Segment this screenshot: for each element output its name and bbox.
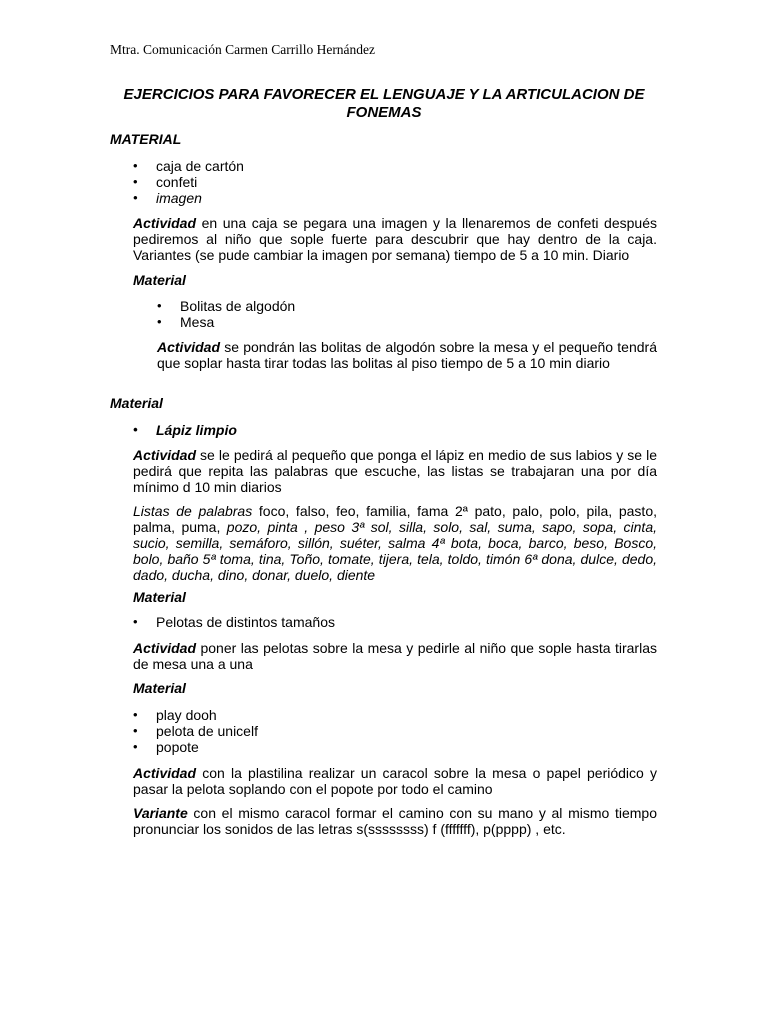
- variant-text: con el mismo caracol formar el camino con su mano y al mismo tiempo pronunciar los sonidos de las letras s(ssssssss) f (fffffff), p(pppp) , etc.: [133, 805, 657, 837]
- word-list-text: foco, falso, feo, familia, fama 2ª pato, palo, polo, pila, pasto, palma, puma,: [133, 503, 657, 535]
- section2-activity: [157, 339, 657, 371]
- activity-label: Actividad: [133, 765, 197, 781]
- activity-text: se le pedirá al pequeño que ponga el lápiz en medio de sus labios y se le pedirá que repita las palabras que escuche, las listas se trabajaran una por día mínimo d 10 min diarios: [133, 447, 657, 495]
- section3-heading: Material: [110, 395, 163, 411]
- list-item: • Bolitas de algodón: [157, 298, 295, 314]
- section3-activity: [133, 447, 657, 495]
- list-item: • imagen: [133, 190, 244, 206]
- section4-activity: [133, 640, 657, 672]
- section1-material-list: [133, 158, 244, 206]
- section5-material-list: [133, 707, 258, 755]
- list-item: • Mesa: [157, 314, 295, 330]
- activity-label: Actividad: [133, 447, 197, 463]
- activity-label: Actividad: [157, 339, 221, 355]
- variant-label: Variante: [133, 805, 188, 821]
- word-lists: [133, 503, 657, 583]
- activity-text: con la plastilina realizar un caracol sobre la mesa o papel periódico y pasar la pelota soplando con el popote por todo el camino: [133, 765, 657, 797]
- section2-heading: Material: [133, 272, 186, 288]
- list-item: • Lápiz limpio: [133, 422, 237, 438]
- word-lists-label: Listas de palabras: [133, 503, 253, 519]
- section5-heading: Material: [133, 680, 186, 696]
- activity-label: Actividad: [133, 215, 197, 231]
- list-item: • popote: [133, 739, 258, 755]
- activity-text: poner las pelotas sobre la mesa y pedirle al niño que sople hasta tirarlas de mesa una a una: [133, 640, 657, 672]
- section3-material-list: [133, 422, 237, 438]
- page-header: Mtra. Comunicación Carmen Carrillo Hernández: [110, 42, 376, 57]
- section5-variant: [133, 805, 657, 837]
- activity-text: en una caja se pegara una imagen y la llenaremos de confeti después pediremos al niño que sople fuerte para descubrir que hay dentro de la caja. Variantes (se pude cambiar la imagen por semana) tiempo de 5 a 10 min. Diario: [133, 215, 657, 263]
- activity-label: Actividad: [133, 640, 197, 656]
- list-item: • Pelotas de distintos tamaños: [133, 614, 335, 630]
- section4-material-list: [133, 614, 335, 630]
- list-item: • play dooh: [133, 707, 258, 723]
- section4-heading: Material: [133, 589, 186, 605]
- list-item: • caja de cartón: [133, 158, 244, 174]
- word-list-text-italic: pozo, pinta , peso 3ª sol, silla, solo, sal, suma, sapo, sopa, cinta, sucio, semilla, semáforo, sillón, suéter, salma 4ª bota, boca, barco, beso, Bosco, bolo, baño 5ª toma, tina, Toño, tomate, tijera, tela, toldo, timón 6ª dona, dulce, dedo, dado, ducha, dino, donar, duelo, diente: [133, 519, 657, 583]
- activity-text: se pondrán las bolitas de algodón sobre la mesa y el pequeño tendrá que soplar hasta tirar todas las bolitas al piso tiempo de 5 a 10 min diario: [157, 339, 657, 371]
- list-item: • confeti: [133, 174, 244, 190]
- section2-material-list: [157, 298, 295, 330]
- section1-activity: [133, 215, 657, 263]
- section1-heading: MATERIAL: [110, 131, 182, 147]
- document-title: EJERCICIOS PARA FAVORECER EL LENGUAJE Y LA ARTICULACION DE FONEMAS: [123, 86, 645, 121]
- section5-activity: [133, 765, 657, 797]
- list-item: • pelota de unicelf: [133, 723, 258, 739]
